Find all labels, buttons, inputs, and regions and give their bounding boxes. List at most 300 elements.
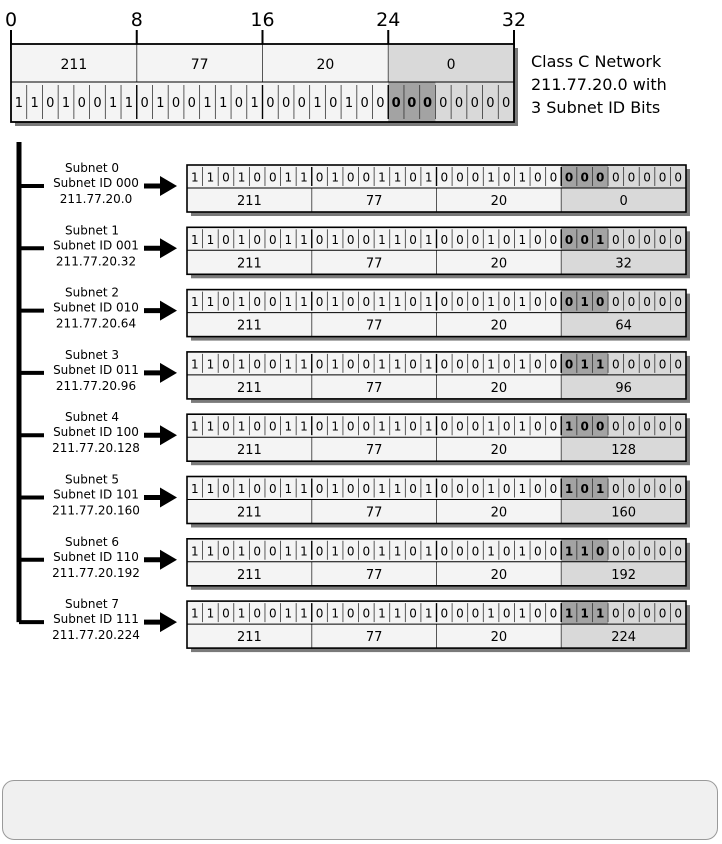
subnet-name: Subnet 1	[65, 223, 119, 238]
octet-value: 0	[446, 57, 456, 73]
bit-value: 1	[190, 606, 199, 621]
bit-value: 1	[487, 606, 495, 621]
bit-value: 0	[362, 419, 371, 434]
bit-value: 1	[378, 232, 386, 247]
subnet-address: 211.77.20.32	[55, 254, 137, 269]
bit-value: 1	[300, 482, 308, 496]
bit-value: 1	[518, 170, 527, 185]
bit-value: 0	[268, 419, 277, 434]
bit-value: 1	[596, 606, 605, 621]
bit-value: 1	[393, 606, 402, 621]
bit-value: 0	[596, 544, 605, 559]
octet-value: 20	[490, 256, 508, 272]
bit-value: 1	[518, 482, 527, 496]
bit-value: 0	[266, 96, 275, 111]
bit-value: 0	[391, 96, 401, 111]
bit-value: 1	[487, 482, 495, 496]
bit-value: 1	[61, 96, 71, 111]
bit-value: 0	[596, 170, 605, 185]
bit-value: 1	[580, 606, 589, 621]
bit-value: 0	[534, 170, 542, 185]
subnet-row	[19, 348, 690, 403]
bit-value: 1	[190, 544, 199, 559]
bit-value: 0	[268, 482, 277, 496]
bit-value: 0	[346, 295, 355, 310]
bit-value: 0	[502, 357, 511, 372]
bit-value: 0	[627, 232, 636, 247]
header-group	[5, 9, 667, 126]
bit-value: 0	[140, 96, 149, 111]
octet-value: 77	[365, 567, 383, 583]
bit-value: 0	[376, 96, 385, 111]
bit-value: 1	[487, 170, 495, 185]
bit-value: 0	[470, 96, 479, 111]
bit-value: 1	[331, 419, 339, 434]
bit-value: 0	[409, 295, 417, 310]
bit-value: 1	[313, 96, 322, 111]
bit-value: 1	[190, 357, 199, 372]
bit-value: 0	[643, 357, 651, 372]
bit-value: 1	[331, 606, 339, 621]
bit-value: 0	[253, 170, 261, 185]
octet-value: 0	[619, 194, 628, 209]
octet-value: 77	[365, 443, 383, 459]
bit-value: 0	[456, 170, 464, 185]
bit-value: 0	[471, 232, 480, 247]
bit-value: 0	[471, 606, 480, 621]
bit-value: 1	[378, 544, 386, 559]
bit-value: 0	[549, 357, 558, 372]
bit-value: 0	[674, 606, 683, 621]
bit-value: 0	[502, 295, 511, 310]
bit-value: 1	[518, 606, 527, 621]
subnet-address: 211.77.20.160	[52, 503, 140, 518]
bit-value: 0	[658, 170, 667, 185]
octet-value: 211	[236, 318, 262, 334]
scale-label: 24	[376, 9, 401, 31]
bit-value: 0	[360, 96, 369, 111]
bit-value: 0	[612, 606, 620, 621]
bit-value: 0	[315, 544, 324, 559]
bit-value: 0	[580, 482, 589, 496]
bit-value: 1	[424, 419, 433, 434]
subnet-address: 211.77.20.0	[59, 192, 133, 206]
subnet-id-label: Subnet ID 011	[53, 362, 139, 377]
subnet-row	[19, 410, 690, 465]
bit-value: 0	[658, 419, 667, 434]
bit-value: 0	[440, 357, 449, 372]
bit-value: 0	[222, 606, 230, 621]
arrow-head-icon	[160, 238, 177, 258]
bit-value: 0	[627, 170, 636, 185]
bit-value: 0	[409, 482, 417, 496]
bit-value: 0	[549, 606, 558, 621]
subnet-address: 211.77.20.64	[55, 316, 137, 331]
octet-value: 211	[236, 256, 262, 272]
bit-value: 0	[580, 170, 589, 185]
bit-value: 1	[580, 544, 589, 559]
bit-value: 1	[518, 544, 527, 559]
bit-value: 1	[487, 419, 495, 434]
bit-value: 0	[440, 232, 449, 247]
bit-value: 0	[502, 544, 511, 559]
bit-value: 1	[331, 295, 339, 310]
scale-label: 8	[130, 9, 143, 31]
bit-value: 0	[564, 170, 574, 185]
octet-value: 32	[615, 256, 632, 272]
bit-value: 0	[471, 170, 480, 185]
bit-value: 1	[300, 419, 308, 434]
bit-value: 1	[518, 295, 527, 310]
bit-value: 0	[346, 544, 355, 559]
octet-value: 211	[236, 505, 262, 521]
octet-value: 20	[490, 505, 508, 521]
bit-value: 1	[124, 96, 134, 111]
bit-value: 1	[300, 606, 308, 621]
bit-value: 0	[46, 96, 55, 111]
bit-value: 0	[171, 96, 181, 111]
bit-value: 0	[77, 96, 86, 111]
bit-value: 0	[534, 419, 542, 434]
bit-value: 0	[407, 96, 417, 111]
bit-value: 1	[284, 232, 293, 247]
bit-value: 0	[549, 544, 558, 559]
bit-value: 0	[253, 419, 261, 434]
bit-value: 0	[362, 482, 371, 496]
bit-value: 0	[643, 606, 651, 621]
bit-value: 0	[627, 482, 636, 496]
bit-value: 1	[580, 357, 589, 372]
bit-value: 0	[454, 96, 464, 111]
bit-value: 1	[190, 232, 199, 247]
bit-value: 0	[612, 232, 620, 247]
bit-value: 0	[580, 232, 589, 247]
bit-value: 0	[253, 606, 261, 621]
octet-value: 64	[615, 318, 632, 334]
bit-value: 1	[393, 170, 402, 185]
bit-value: 0	[456, 606, 464, 621]
bit-value: 0	[643, 419, 651, 434]
octet-value: 211	[236, 630, 262, 646]
bit-value: 0	[549, 419, 558, 434]
bit-value: 0	[222, 544, 230, 559]
bit-value: 1	[393, 232, 402, 247]
bit-value: 0	[315, 295, 324, 310]
octet-value: 77	[365, 380, 383, 396]
bit-value: 0	[297, 96, 306, 111]
bit-value: 1	[206, 295, 215, 310]
bit-value: 1	[378, 419, 386, 434]
bit-value: 0	[674, 544, 683, 559]
bit-value: 0	[409, 232, 417, 247]
bit-value: 1	[393, 419, 402, 434]
bit-value: 0	[253, 357, 261, 372]
bit-value: 1	[393, 357, 402, 372]
bit-value: 1	[487, 544, 495, 559]
bit-value: 0	[674, 295, 683, 310]
bit-value: 0	[674, 419, 683, 434]
bit-value: 0	[534, 295, 542, 310]
bit-value: 0	[471, 482, 480, 496]
subnet-name: Subnet 2	[65, 285, 119, 300]
scale-label: 0	[4, 9, 18, 31]
bit-value: 1	[393, 544, 402, 559]
bit-value: 0	[362, 232, 371, 247]
bit-value: 1	[564, 606, 574, 621]
bit-value: 0	[440, 419, 449, 434]
bit-value: 1	[300, 232, 308, 247]
bit-value: 1	[487, 357, 495, 372]
octet-value: 77	[365, 256, 383, 272]
bit-value: 1	[331, 357, 339, 372]
bit-value: 0	[362, 357, 371, 372]
network-description-line: Class C Network	[531, 52, 662, 71]
bit-value: 0	[643, 232, 651, 247]
bit-value: 1	[424, 544, 433, 559]
bit-value: 1	[237, 357, 246, 372]
bit-value: 0	[440, 482, 449, 496]
bit-value: 1	[284, 544, 293, 559]
subnet-row	[19, 597, 690, 652]
bit-value: 1	[300, 357, 308, 372]
bit-value: 0	[502, 419, 511, 434]
bit-value: 0	[658, 544, 667, 559]
bit-value: 0	[222, 295, 230, 310]
subnet-id-label: Subnet ID 111	[53, 612, 139, 627]
bit-value: 1	[206, 170, 215, 185]
bit-value: 0	[315, 482, 324, 496]
bit-value: 0	[658, 295, 667, 310]
bit-value: 1	[564, 482, 574, 496]
octet-value: 20	[490, 318, 508, 334]
octet-value: 77	[365, 630, 383, 646]
bit-value: 1	[237, 232, 246, 247]
bit-value: 0	[362, 295, 371, 310]
arrow-head-icon	[160, 550, 177, 570]
network-description-line: 3 Subnet ID Bits	[531, 98, 661, 117]
bit-value: 0	[674, 170, 683, 185]
octet-value: 211	[236, 194, 262, 209]
bit-value: 0	[268, 544, 277, 559]
bit-value: 1	[219, 96, 228, 111]
subnet-id-label: Subnet ID 010	[53, 300, 139, 315]
bit-value: 0	[658, 357, 667, 372]
bit-value: 1	[237, 295, 246, 310]
bit-value: 1	[237, 170, 246, 185]
arrow-head-icon	[160, 176, 177, 196]
bit-value: 0	[268, 357, 277, 372]
bit-value: 1	[424, 482, 433, 496]
bit-value: 1	[378, 357, 386, 372]
octet-value: 96	[615, 380, 632, 396]
bit-value: 1	[190, 482, 199, 496]
octet-value: 160	[611, 505, 637, 521]
bit-value: 0	[315, 606, 324, 621]
bit-value: 0	[658, 482, 667, 496]
bit-value: 0	[643, 482, 651, 496]
bit-value: 0	[281, 96, 291, 111]
octet-value: 128	[611, 443, 637, 459]
bit-value: 1	[424, 232, 433, 247]
bit-value: 0	[346, 606, 355, 621]
bit-value: 1	[284, 419, 293, 434]
bit-value: 0	[471, 357, 480, 372]
bit-value: 0	[268, 606, 277, 621]
bit-value: 0	[627, 295, 636, 310]
bit-value: 0	[549, 232, 558, 247]
bit-value: 1	[206, 232, 215, 247]
bit-value: 0	[534, 482, 542, 496]
subnet-row	[19, 161, 690, 216]
bit-value: 0	[315, 419, 324, 434]
octet-value: 211	[60, 57, 88, 73]
bit-value: 1	[564, 544, 574, 559]
bit-value: 0	[596, 295, 605, 310]
bit-value: 0	[627, 544, 636, 559]
bit-value: 0	[627, 357, 636, 372]
bit-value: 0	[612, 544, 620, 559]
bit-value: 0	[234, 96, 244, 111]
octet-value: 77	[365, 505, 383, 521]
bit-value: 0	[253, 232, 261, 247]
bit-value: 1	[564, 419, 574, 434]
subnet-address: 211.77.20.96	[55, 378, 137, 393]
bit-value: 1	[300, 295, 308, 310]
bit-value: 0	[627, 606, 636, 621]
bit-value: 1	[206, 482, 215, 496]
bit-value: 0	[346, 232, 355, 247]
bit-value: 0	[253, 295, 261, 310]
bit-value: 0	[456, 482, 464, 496]
bit-value: 1	[206, 544, 215, 559]
bit-value: 1	[596, 482, 605, 496]
bit-value: 0	[658, 232, 667, 247]
bit-value: 1	[518, 357, 527, 372]
bit-value: 0	[502, 232, 511, 247]
bit-value: 1	[424, 295, 433, 310]
octet-value: 211	[236, 380, 262, 396]
octet-value: 224	[611, 630, 637, 646]
bit-value: 0	[315, 357, 324, 372]
subnet-name: Subnet 0	[65, 161, 119, 175]
bit-value: 0	[612, 295, 620, 310]
bit-value: 0	[222, 170, 230, 185]
subnet-id-label: Subnet ID 100	[53, 425, 139, 440]
bit-value: 0	[409, 357, 417, 372]
bit-value: 0	[253, 544, 261, 559]
bit-value: 0	[268, 295, 277, 310]
bit-value: 1	[378, 295, 386, 310]
bit-value: 0	[471, 544, 480, 559]
bit-value: 0	[612, 170, 620, 185]
bit-value: 0	[580, 419, 589, 434]
bit-value: 0	[346, 357, 355, 372]
bit-value: 0	[549, 482, 558, 496]
scale-label: 16	[250, 9, 275, 31]
bit-value: 0	[674, 232, 683, 247]
bit-value: 0	[612, 419, 620, 434]
bit-value: 1	[14, 96, 23, 111]
bit-value: 0	[534, 232, 542, 247]
bit-value: 1	[596, 357, 605, 372]
bit-value: 1	[331, 170, 339, 185]
bit-value: 0	[564, 357, 574, 372]
bit-value: 0	[222, 419, 230, 434]
bit-value: 0	[456, 295, 464, 310]
bit-value: 0	[93, 96, 102, 111]
scale-label: 32	[501, 9, 527, 31]
bit-value: 1	[487, 232, 495, 247]
bit-value: 0	[362, 606, 371, 621]
bit-value: 0	[674, 357, 683, 372]
bit-value: 0	[658, 606, 667, 621]
bit-value: 1	[378, 170, 386, 185]
bit-value: 0	[643, 295, 651, 310]
subnet-id-label: Subnet ID 000	[53, 176, 139, 190]
bit-value: 1	[30, 96, 39, 111]
bit-value: 0	[222, 482, 230, 496]
subnet-name: Subnet 5	[65, 472, 119, 487]
bit-value: 1	[331, 544, 339, 559]
bit-value: 0	[612, 482, 620, 496]
bit-value: 0	[440, 544, 449, 559]
bit-value: 0	[456, 544, 464, 559]
bit-value: 1	[596, 232, 605, 247]
arrow-head-icon	[160, 425, 177, 445]
octet-value: 20	[490, 567, 508, 583]
octet-value: 20	[490, 630, 508, 646]
arrow-head-icon	[160, 363, 177, 383]
octet-value: 20	[490, 380, 508, 396]
bit-value: 0	[329, 96, 338, 111]
octet-value: 20	[316, 57, 335, 73]
subnet-name: Subnet 3	[65, 347, 119, 362]
bit-value: 0	[456, 419, 464, 434]
bit-value: 1	[250, 96, 259, 111]
bit-value: 0	[486, 96, 495, 111]
bit-value: 0	[471, 295, 480, 310]
bit-value: 0	[440, 170, 449, 185]
subnet-id-label: Subnet ID 101	[53, 487, 139, 502]
bit-value: 0	[440, 295, 449, 310]
subnet-name: Subnet 4	[65, 410, 119, 425]
bit-value: 1	[237, 544, 246, 559]
bit-value: 0	[502, 482, 511, 496]
bit-value: 0	[643, 544, 651, 559]
subnet-row	[19, 286, 690, 341]
bit-value: 0	[268, 170, 277, 185]
subnet-row	[19, 223, 690, 278]
bit-value: 1	[344, 96, 354, 111]
bit-value: 1	[300, 544, 308, 559]
octet-value: 20	[490, 194, 508, 209]
bit-value: 0	[409, 419, 417, 434]
bit-value: 1	[109, 96, 118, 111]
bit-value: 1	[393, 295, 402, 310]
bit-value: 0	[423, 96, 433, 111]
bit-value: 0	[346, 170, 355, 185]
bit-value: 0	[502, 606, 511, 621]
bit-value: 1	[206, 606, 215, 621]
octet-value: 211	[236, 443, 262, 459]
bit-value: 0	[471, 419, 480, 434]
bit-value: 0	[222, 232, 230, 247]
bit-value: 1	[284, 606, 293, 621]
bit-value: 0	[564, 232, 574, 247]
arrow-head-icon	[160, 488, 177, 508]
bit-value: 1	[378, 606, 386, 621]
bit-value: 0	[534, 544, 542, 559]
